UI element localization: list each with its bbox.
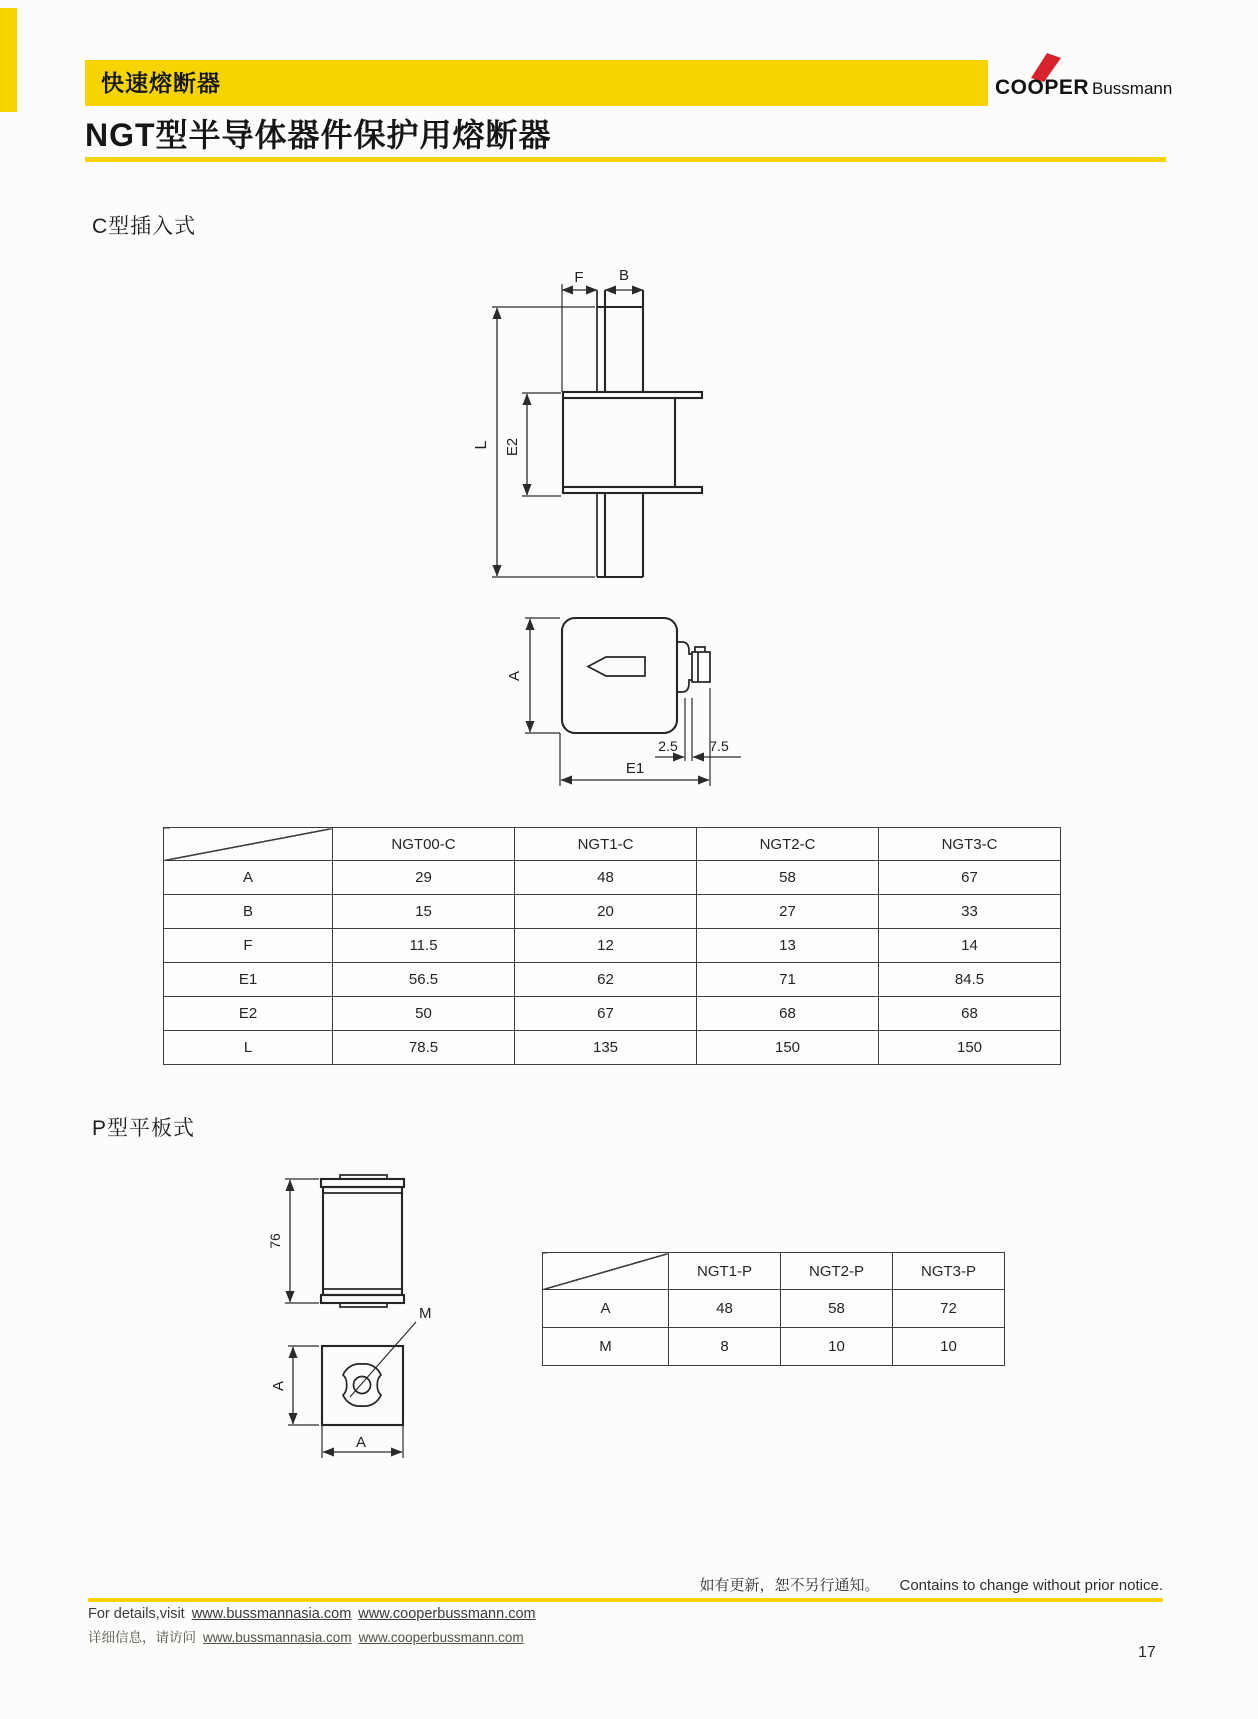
logo-cooper-text: COOPER [995,76,1090,99]
table-row [164,895,1061,929]
cell: 58 [781,1290,893,1328]
cell: 84.5 [879,963,1061,997]
footer-details-en-prefix: For details,visit [88,1606,185,1622]
logo-bussmann-text: Bussmann [1092,79,1173,98]
cell: 58 [697,861,879,895]
footer-rule [88,1598,1163,1602]
table-row [543,1328,1005,1366]
cell: 71 [697,963,879,997]
cell: 10 [781,1328,893,1366]
title-underline [85,157,1166,162]
row-label: E1 [164,963,333,997]
revision-notice-en: Contains to change without prior notice. [899,1577,1163,1594]
dim-label-m: M [419,1305,432,1322]
cell: 8 [669,1328,781,1366]
cell: 56.5 [333,963,515,997]
dim-label-b: B [618,267,630,284]
diagonal-corner-cell [543,1253,669,1290]
diagonal-corner-cell [164,828,333,861]
c-type-dimension-table [163,827,1061,1065]
column-header: NGT2-P [781,1253,893,1290]
cell: 50 [333,997,515,1031]
dim-label-a-bottom: A [355,1434,367,1451]
dim-label-l: L [473,440,490,450]
cell: 13 [697,929,879,963]
dim-label-e2: E2 [504,437,521,457]
bussmannasia-link[interactable]: www.bussmannasia.com [191,1606,352,1622]
c-type-top-view-drawing [455,600,755,790]
cell: 150 [697,1031,879,1065]
c-type-section-heading: C型插入式 [92,215,197,238]
bussmannasia-link[interactable]: www.bussmannasia.com [203,1630,352,1645]
column-header: NGT3-P [893,1253,1005,1290]
cell: 33 [879,895,1061,929]
cell: 48 [669,1290,781,1328]
revision-notice-zh: 如有更新，恕不另行通知。 [699,1577,880,1594]
revision-notice [699,1574,1163,1595]
category-label: 快速熔断器 [101,70,221,96]
page-corner-accent [0,8,17,112]
cell: 62 [515,963,697,997]
row-label: A [543,1290,669,1328]
cooper-bussmann-logo [995,50,1175,102]
cell: 67 [879,861,1061,895]
cell: 14 [879,929,1061,963]
table-row [164,997,1061,1031]
table-row [164,963,1061,997]
p-type-side-view-drawing [255,1160,435,1312]
p-type-bottom-view-drawing [255,1300,470,1465]
cell: 27 [697,895,879,929]
table-header-row [164,828,1061,861]
dim-label-f: F [574,269,584,286]
dim-label-a-top: A [506,670,523,682]
page-number: 17 [1138,1644,1156,1661]
row-label: B [164,895,333,929]
cell: 20 [515,895,697,929]
footer-details-zh-prefix: 详细信息，请访问 [88,1630,196,1645]
column-header: NGT00-C [333,828,515,861]
p-type-section-heading: P型平板式 [92,1117,196,1140]
dim-label-76: 76 [267,1233,283,1249]
cell: 15 [333,895,515,929]
cell: 48 [515,861,697,895]
cooperbussmann-link[interactable]: www.cooperbussmann.com [358,1630,524,1645]
column-header: NGT3-C [879,828,1061,861]
cell: 67 [515,997,697,1031]
row-label: L [164,1031,333,1065]
logo-wordmark [995,76,1172,100]
row-label: E2 [164,997,333,1031]
category-header-bar [85,60,988,106]
cell: 150 [879,1031,1061,1065]
cell: 68 [697,997,879,1031]
cell: 78.5 [333,1031,515,1065]
column-header: NGT1-C [515,828,697,861]
table-row [164,1031,1061,1065]
dim-label-7-5: 7.5 [709,738,729,754]
table-row [543,1290,1005,1328]
footer-details-zh [88,1626,524,1646]
table-row [164,861,1061,895]
footer-details-en [88,1606,536,1622]
table-header-row [543,1253,1005,1290]
cell: 68 [879,997,1061,1031]
cell: 12 [515,929,697,963]
row-label: A [164,861,333,895]
column-header: NGT2-C [697,828,879,861]
cell: 10 [893,1328,1005,1366]
row-label: F [164,929,333,963]
cell: 29 [333,861,515,895]
p-type-dimension-table [542,1252,1005,1366]
column-header: NGT1-P [669,1253,781,1290]
dim-label-a-side: A [270,1380,287,1392]
dim-label-2-5: 2.5 [658,738,678,754]
cell: 11.5 [333,929,515,963]
table-row [164,929,1061,963]
cell: 135 [515,1031,697,1065]
cell: 72 [893,1290,1005,1328]
dim-label-e1: E1 [625,760,645,777]
page-title: NGT型半导体器件保护用熔断器 [85,117,552,153]
c-type-side-view-drawing [430,255,740,590]
cooperbussmann-link[interactable]: www.cooperbussmann.com [358,1606,536,1622]
row-label: M [543,1328,669,1366]
